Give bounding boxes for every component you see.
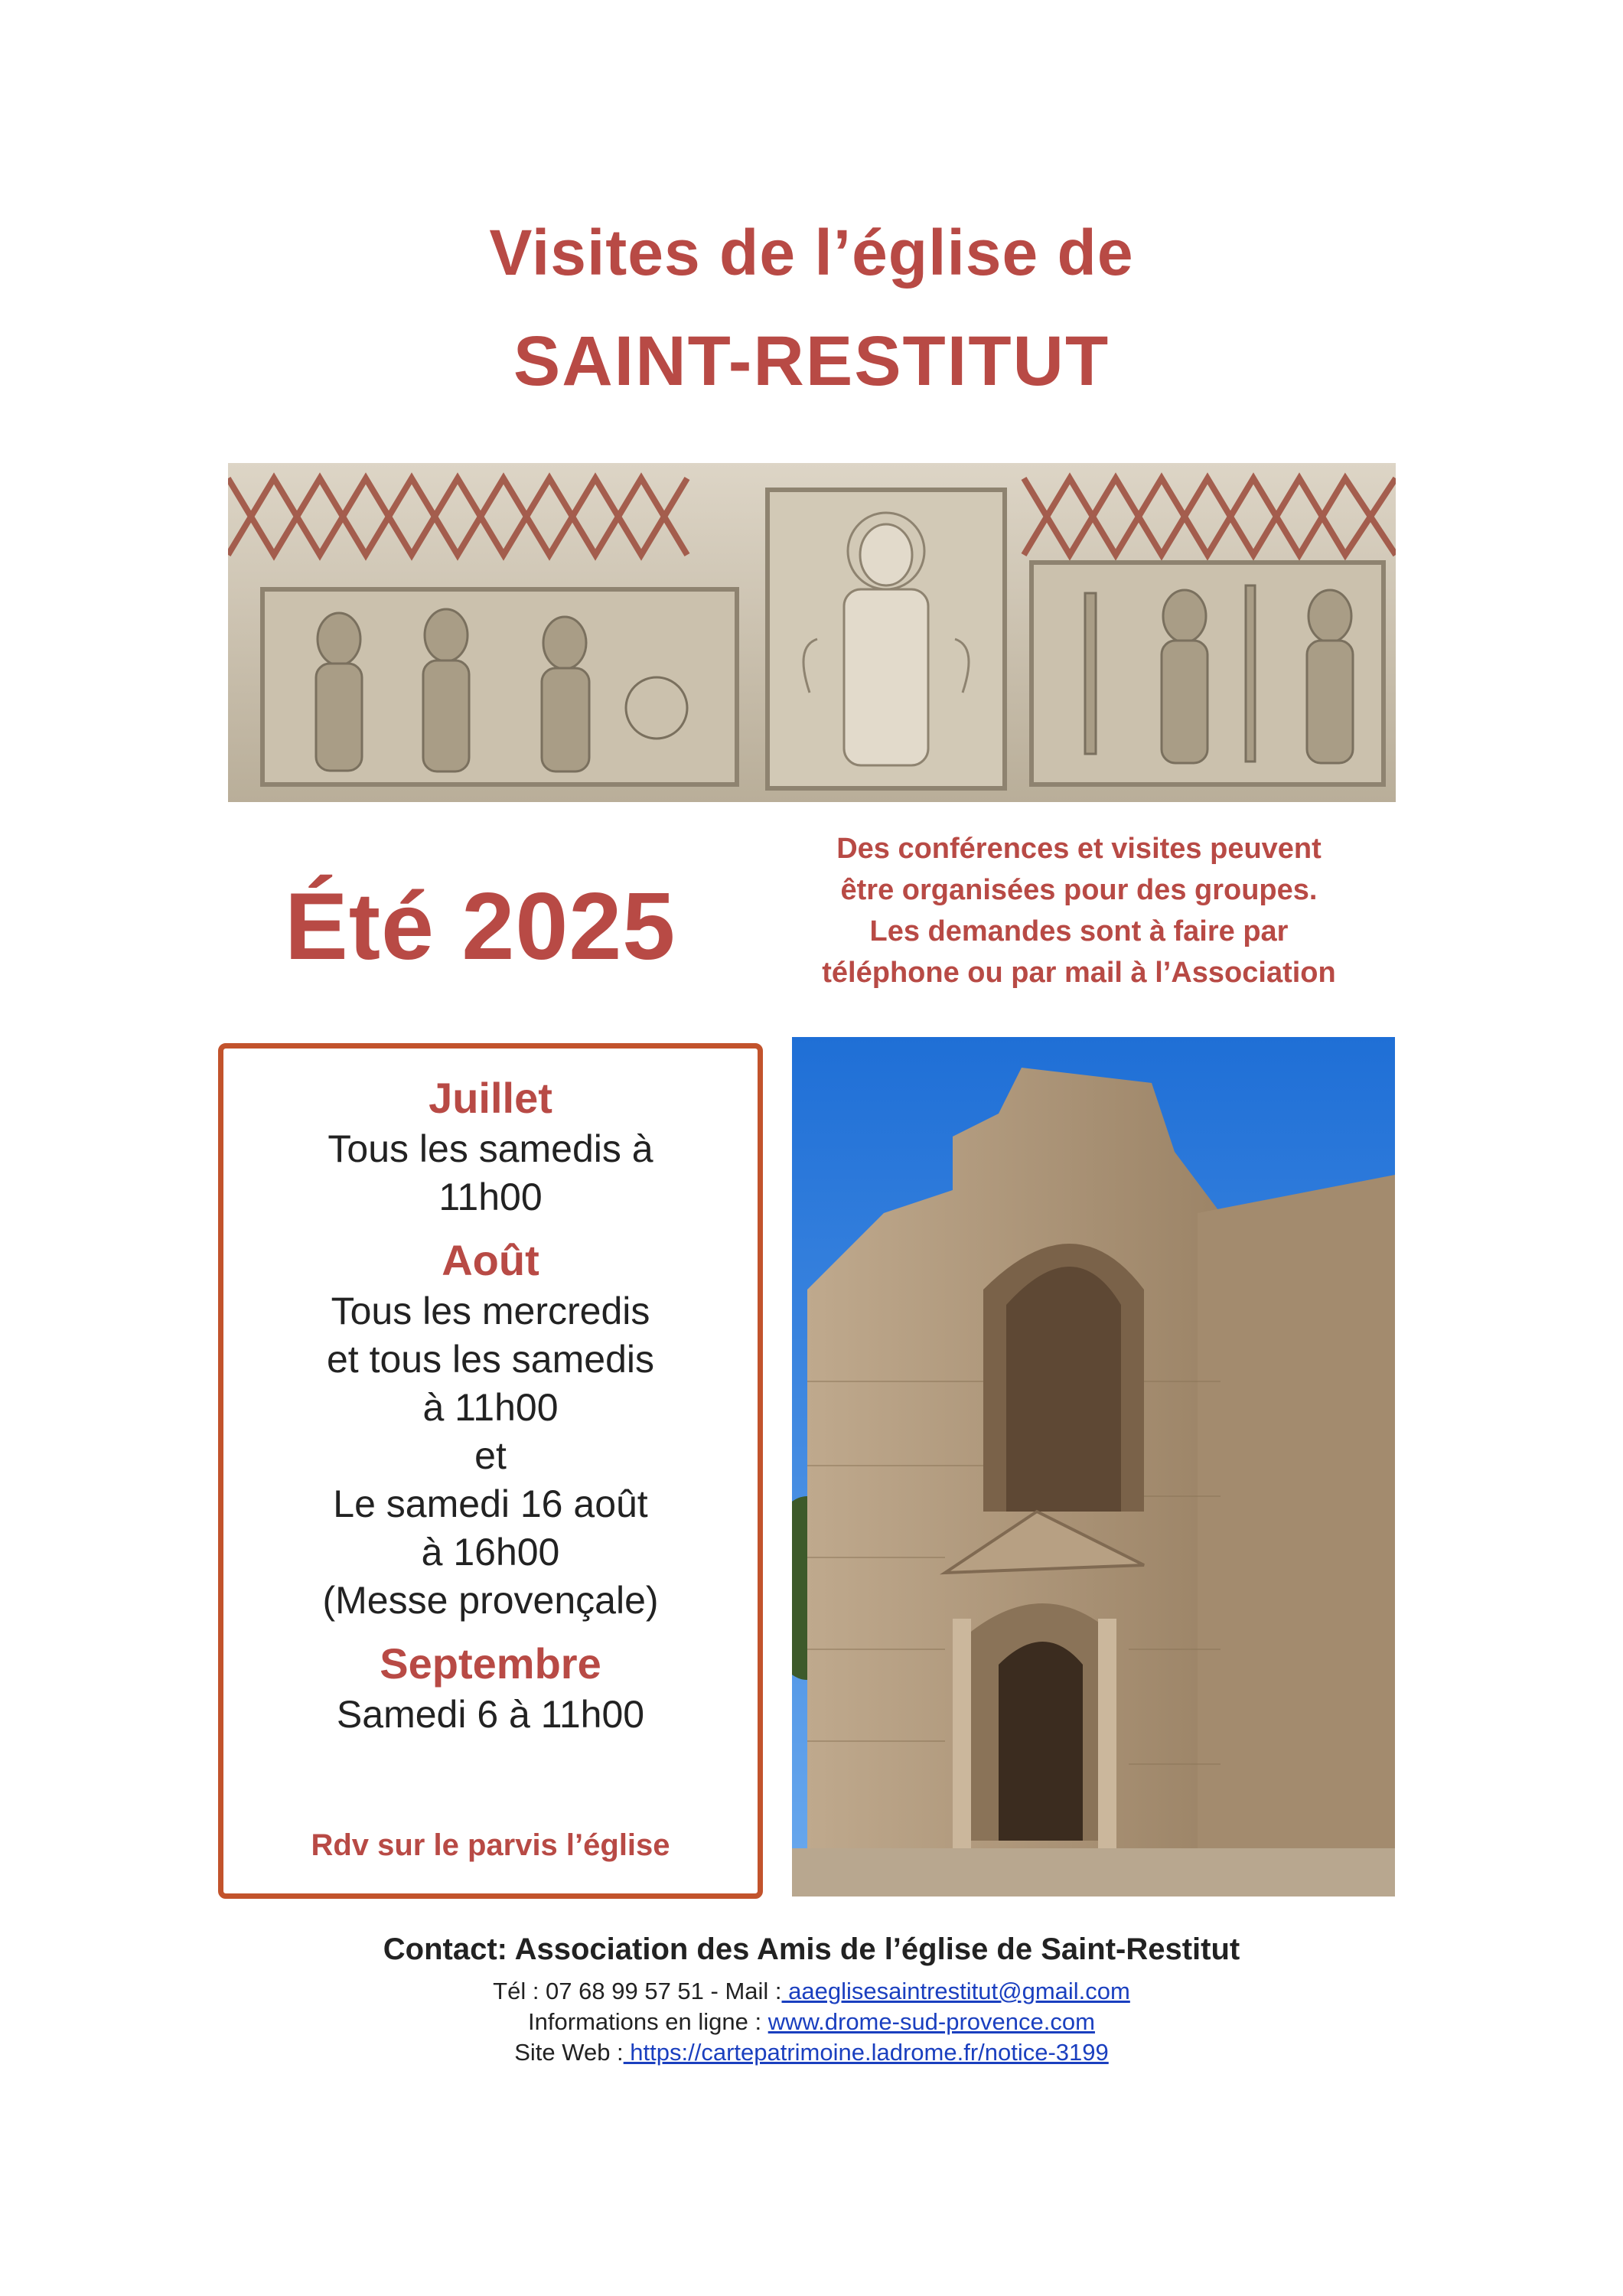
title-line-1: Visites de l’église de (489, 217, 1134, 289)
schedule-line: (Messe provençale) (322, 1579, 659, 1622)
schedule-line: à 11h00 (422, 1386, 559, 1429)
site-line (0, 2037, 1623, 2068)
schedule-line: Tous les samedis à (328, 1127, 653, 1170)
contact-title: Contact: Association des Amis de l’église de Saint-Restitut (383, 1932, 1240, 1966)
title-line-2: SAINT-RESTITUT (513, 322, 1110, 400)
schedule-line: Tous les mercredis (331, 1290, 650, 1332)
groups-note-line: Les demandes sont à faire par (869, 915, 1289, 947)
groups-note-line: Des conférences et visites peuvent (836, 833, 1322, 865)
info-link[interactable]: www.drome-sud-provence.com (768, 2008, 1095, 2035)
phone-label: Tél : 07 68 99 57 51 - Mail : (493, 1978, 782, 2004)
email-link[interactable]: aaeglisesaintrestitut@gmail.com (781, 1978, 1130, 2004)
phone-mail-line (0, 1976, 1623, 2007)
schedule-line: Le samedi 16 août (333, 1482, 648, 1525)
month-september: Septembre (380, 1639, 601, 1688)
schedule-line: et (474, 1434, 507, 1477)
schedule-line: Samedi 6 à 11h00 (336, 1693, 645, 1736)
church-photo (792, 1037, 1395, 1896)
season-heading: Été 2025 (285, 874, 676, 980)
site-label: Site Web : (514, 2039, 624, 2066)
info-line (0, 2007, 1623, 2037)
groups-note-line: téléphone ou par mail à l’Association (822, 957, 1336, 989)
schedule-line: 11h00 (438, 1176, 543, 1218)
info-label: Informations en ligne : (528, 2008, 762, 2035)
month-august: Août (442, 1236, 539, 1284)
site-link[interactable]: https://cartepatrimoine.ladrome.fr/notice-3199 (623, 2039, 1109, 2066)
month-july: Juillet (429, 1074, 552, 1122)
groups-note-line: être organisées pour des groupes. (840, 874, 1318, 906)
schedule-box (218, 1043, 763, 1899)
frieze-sculpture-photo (228, 463, 1396, 802)
groups-note (758, 828, 1400, 993)
schedule-line: à 16h00 (421, 1531, 560, 1574)
schedule-line: et tous les samedis (327, 1338, 654, 1381)
meeting-point: Rdv sur le parvis l’église (311, 1828, 670, 1862)
contact-section (0, 1932, 1623, 2068)
